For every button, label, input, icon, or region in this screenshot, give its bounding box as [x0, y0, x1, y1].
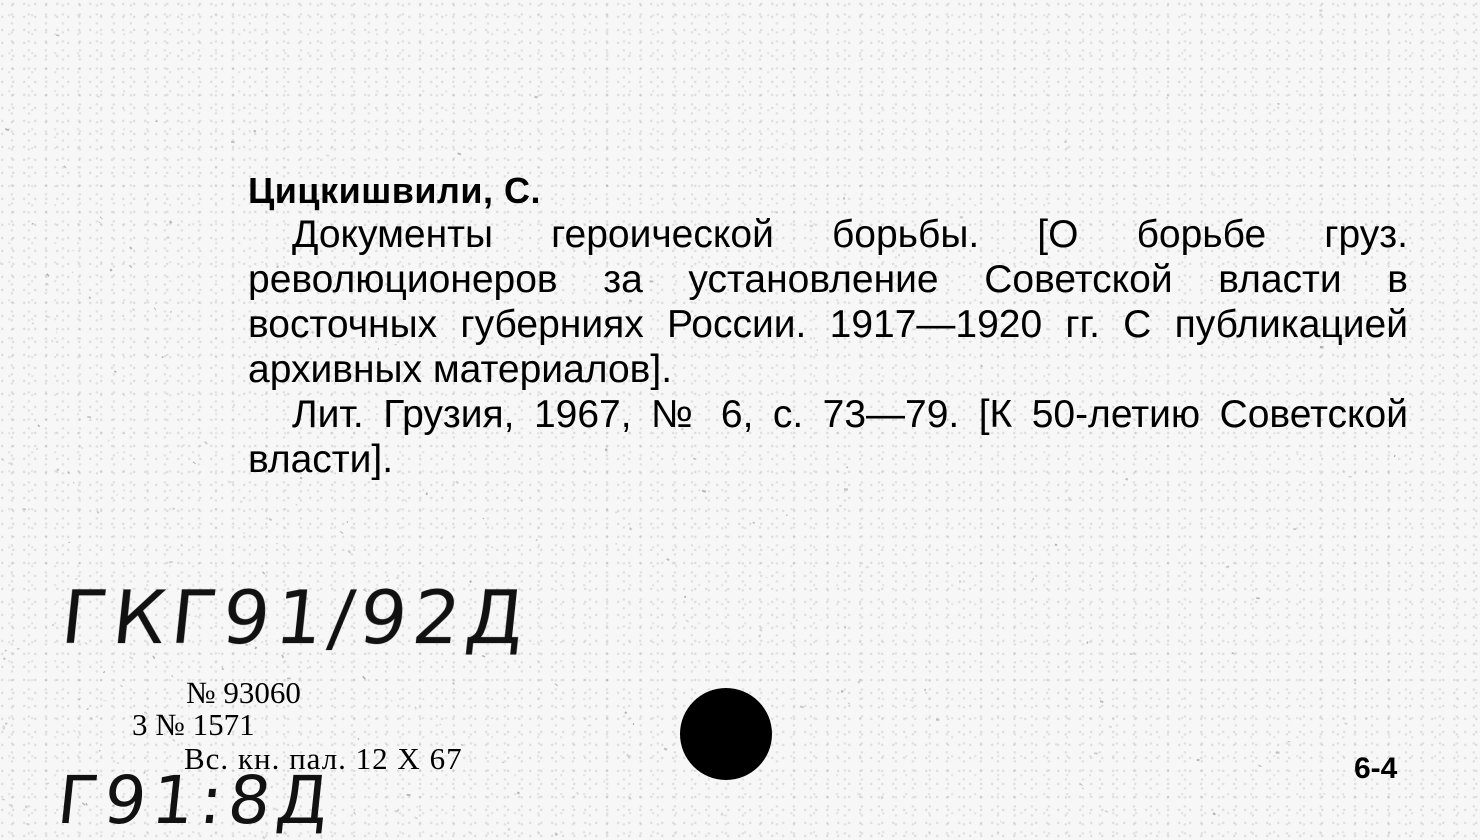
handwritten-shelfmark-bottom: Г91:8Д	[53, 762, 339, 839]
author-heading: Цицкишвили, С.	[248, 170, 541, 211]
card-code: 6-4	[1354, 752, 1398, 785]
description-text: Документы героической борьбы. [О борьбе груз. революционеров за установление Советской власти в восточных губерниях России. 1917—1920 гг. С публикацией архивных материалов].	[248, 213, 1408, 391]
source-text: Лит. Грузия, 1967, № 6, с. 73—79. [К 50-летию Советской власти].	[248, 393, 1408, 481]
book-chamber-stamp: Вс. кн. пал. 12 X 67	[184, 741, 463, 776]
z-number: 3 № 1571	[132, 707, 255, 742]
bibliographic-entry	[248, 170, 1408, 482]
punch-hole	[680, 688, 772, 780]
registration-number: № 93060	[186, 675, 301, 710]
handwritten-shelfmark-top: ГКГ91/92Д	[57, 575, 535, 661]
